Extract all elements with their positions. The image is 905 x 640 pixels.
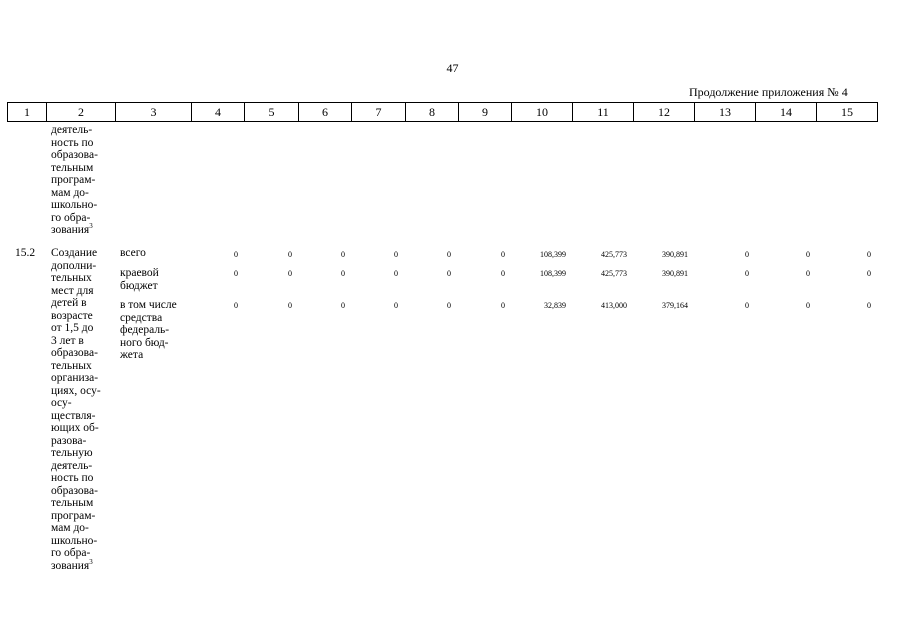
continuation-label: Продолжение приложения № 4	[689, 85, 848, 99]
row-name-line: деятель-	[51, 459, 93, 472]
value-cell: 390,891	[662, 269, 688, 278]
row-name-line: образова-	[51, 484, 98, 497]
value-cell: 379,164	[662, 301, 688, 310]
header-cell: 9	[459, 103, 512, 122]
value-cell: 425,773	[601, 269, 627, 278]
prev-row-name-last: зования	[51, 224, 90, 236]
source-label-line: жета	[120, 349, 144, 361]
value-cell: 0	[288, 301, 292, 310]
value-cell: 0	[447, 269, 451, 278]
value-cell: 0	[288, 250, 292, 259]
source-label-line: средства	[120, 311, 163, 324]
row-number: 15.2	[15, 247, 36, 259]
value-cell: 0	[867, 269, 871, 278]
value-cell: 0	[745, 250, 749, 259]
value-cell: 32,839	[544, 301, 566, 310]
header-cell: 6	[299, 103, 352, 122]
value-cell: 390,891	[662, 250, 688, 259]
value-cell: 0	[341, 301, 345, 310]
value-cell: 0	[867, 250, 871, 259]
source-label-federal	[120, 299, 177, 362]
value-cell: 0	[501, 250, 505, 259]
prev-row-name	[51, 124, 98, 237]
prev-row-name-line: го обра-	[51, 211, 91, 224]
column-number-header	[7, 102, 878, 122]
row-name-line: тельную	[51, 447, 93, 459]
row-name-line: мам до-	[51, 522, 89, 534]
value-cell: 0	[806, 250, 810, 259]
value-cell: 0	[341, 269, 345, 278]
source-label-line: бюджет	[120, 279, 158, 292]
source-label-line: в том числе	[120, 299, 177, 311]
page-number: 47	[446, 61, 459, 75]
row-name-line: тельных	[51, 359, 92, 372]
prev-row-name-line	[51, 224, 98, 237]
row-name-line: дополни-	[51, 259, 97, 272]
row-name-line: го обра-	[51, 547, 91, 559]
value-cell: 0	[806, 301, 810, 310]
row-name	[51, 247, 101, 572]
header-cell: 13	[695, 103, 756, 122]
header-row	[8, 103, 878, 122]
prev-row-name-line: ность по	[51, 136, 94, 149]
row-name-line: ющих об-	[51, 422, 99, 434]
value-cell: 0	[447, 250, 451, 259]
header-cell: 1	[8, 103, 47, 122]
value-cell: 0	[234, 301, 238, 310]
row-name-line	[51, 557, 101, 573]
value-cell: 0	[234, 269, 238, 278]
source-label-line: краевой	[120, 267, 159, 279]
prev-row-name-line: образова-	[51, 149, 98, 161]
header-cell: 12	[634, 103, 695, 122]
value-cell: 0	[867, 301, 871, 310]
header-cell: 2	[47, 103, 116, 122]
prev-row-name-line: тельным	[51, 161, 94, 174]
source-label-line: всего	[120, 247, 146, 259]
row-name-line: образова-	[51, 347, 98, 359]
row-name-line: осу-	[51, 397, 72, 409]
header-cell: 15	[817, 103, 878, 122]
row-name-line: разова-	[51, 434, 87, 447]
prev-row-name-line: деятель-	[51, 124, 93, 136]
header-cell: 4	[192, 103, 245, 122]
value-cell: 0	[341, 250, 345, 259]
row-name-last: зования	[51, 559, 90, 572]
value-cell: 0	[501, 269, 505, 278]
row-name-line: Создание	[51, 247, 98, 259]
value-cell: 413,000	[601, 301, 627, 310]
header-cell: 11	[573, 103, 634, 122]
value-cell: 108,399	[540, 269, 566, 278]
row-name-line: 3 лет в	[51, 334, 84, 347]
value-cell: 0	[394, 269, 398, 278]
value-cell: 0	[394, 301, 398, 310]
value-cell: 0	[288, 269, 292, 278]
row-name-line: циях, осу-	[51, 384, 101, 397]
value-cell: 0	[501, 301, 505, 310]
value-cell: 0	[447, 301, 451, 310]
row-name-line: тельных	[51, 272, 92, 284]
value-cell: 0	[234, 250, 238, 259]
row-name-line: програм-	[51, 509, 96, 522]
header-cell: 14	[756, 103, 817, 122]
row-name-line: мест для	[51, 284, 94, 297]
row-name-line: тельным	[51, 497, 94, 509]
value-cell: 0	[745, 269, 749, 278]
source-label-regional	[120, 267, 159, 292]
header-cell: 3	[116, 103, 192, 122]
footnote-mark: 3	[89, 222, 93, 231]
row-name-line: ществля-	[51, 409, 96, 422]
value-cell: 108,399	[540, 250, 566, 259]
header-cell: 7	[352, 103, 406, 122]
row-name-line: организа-	[51, 372, 99, 384]
prev-row-name-line: школьно-	[51, 199, 98, 211]
footnote-mark: 3	[89, 557, 93, 566]
header-cell: 10	[512, 103, 573, 122]
value-cell: 0	[394, 250, 398, 259]
row-name-line: ность по	[51, 472, 94, 484]
row-name-line: школьно-	[51, 534, 98, 547]
row-name-line: детей в	[51, 297, 87, 309]
prev-row-name-line: мам до-	[51, 186, 89, 199]
source-label-line: федераль-	[120, 324, 170, 336]
row-name-line: возрасте	[51, 309, 93, 322]
value-cell: 0	[745, 301, 749, 310]
header-cell: 8	[406, 103, 459, 122]
source-label-line: ного бюд-	[120, 336, 169, 349]
header-cell: 5	[245, 103, 299, 122]
value-cell: 0	[806, 269, 810, 278]
prev-row-name-line: програм-	[51, 174, 96, 186]
row-name-line: от 1,5 до	[51, 322, 94, 334]
value-cell: 425,773	[601, 250, 627, 259]
source-label-total	[120, 247, 146, 260]
